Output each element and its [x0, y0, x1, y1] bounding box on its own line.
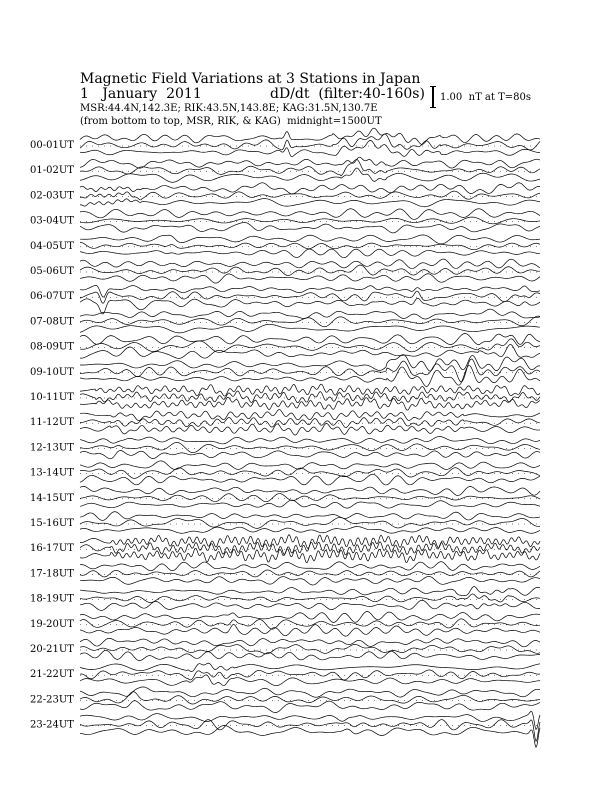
trace-kag — [80, 384, 540, 396]
hour-label: 23-24UT — [30, 719, 74, 731]
hour-label: 04-05UT — [30, 240, 74, 252]
trace-rik — [80, 594, 540, 603]
trace-msr — [80, 397, 540, 410]
trace-rik — [80, 570, 540, 577]
trace-kag — [80, 611, 540, 622]
hour-row — [30, 461, 540, 485]
hour-label: 14-15UT — [30, 492, 74, 504]
hour-label: 17-18UT — [30, 568, 74, 580]
hour-label: 22-23UT — [30, 694, 74, 706]
hour-label: 15-16UT — [30, 518, 74, 529]
trace-msr — [80, 140, 540, 156]
hour-row — [30, 410, 540, 436]
trace-rik — [80, 442, 540, 452]
hour-label: 11-12UT — [30, 417, 74, 429]
hour-row — [30, 611, 540, 636]
trace-msr — [80, 650, 540, 660]
trace-rik — [80, 468, 540, 479]
hour-row — [30, 285, 540, 314]
hour-label: 06-07UT — [30, 291, 74, 303]
hour-label: 05-06UT — [30, 266, 74, 277]
hour-row — [30, 384, 540, 410]
trace-kag — [80, 535, 540, 549]
hour-row — [30, 183, 540, 207]
hour-row — [30, 486, 540, 508]
trace-msr — [80, 222, 540, 232]
hour-row — [30, 562, 540, 585]
hour-label: 12-13UT — [30, 442, 74, 454]
trace-rik — [80, 692, 540, 704]
trace-rik — [80, 134, 540, 150]
trace-kag — [80, 663, 540, 671]
trace-msr — [80, 424, 540, 436]
trace-rik — [80, 418, 540, 428]
trace-kag — [80, 711, 540, 729]
chart-title: Magnetic Field Variations at 3 Stations in Japan — [80, 71, 421, 87]
trace-rik — [80, 359, 540, 382]
trace-msr — [80, 365, 540, 386]
trace-kag — [80, 209, 540, 220]
hour-row — [30, 157, 540, 182]
trace-kag — [80, 309, 540, 319]
hour-row — [30, 711, 540, 747]
hour-label: 09-10UT — [30, 366, 74, 378]
hour-row — [30, 235, 540, 258]
hour-label: 10-11UT — [30, 392, 74, 403]
trace-kag — [80, 437, 540, 444]
trace-kag — [80, 410, 540, 421]
trace-kag — [80, 486, 540, 495]
trace-msr — [80, 725, 540, 747]
trace-kag — [80, 334, 540, 345]
trace-kag — [80, 183, 540, 194]
trace-kag — [80, 259, 540, 268]
hour-label: 02-03UT — [30, 190, 74, 202]
hour-label: 00-01UT — [30, 140, 74, 151]
trace-msr — [80, 500, 540, 508]
hour-row — [30, 334, 540, 359]
trace-msr — [80, 675, 540, 686]
trace-rik — [80, 316, 540, 327]
hour-row — [30, 535, 540, 563]
trace-rik — [80, 720, 540, 742]
trace-rik — [80, 339, 540, 353]
trace-kag — [80, 461, 540, 470]
hour-row — [30, 638, 540, 660]
trace-msr — [80, 450, 540, 458]
hour-label: 07-08UT — [30, 316, 74, 328]
trace-rik — [80, 242, 540, 249]
scale-label: 1.00 nT at T=80s — [440, 92, 531, 103]
trace-msr — [80, 249, 540, 258]
quantity-label: dD/dt (filter:40-160s) — [270, 86, 425, 102]
hour-label: 01-02UT — [30, 165, 74, 177]
trace-msr — [80, 274, 540, 283]
trace-kag — [80, 355, 540, 371]
trace-msr — [80, 298, 540, 314]
trace-kag — [80, 687, 540, 697]
trace-msr — [80, 168, 540, 182]
trace-kag — [80, 562, 540, 571]
trace-msr — [80, 600, 540, 610]
hour-label: 13-14UT — [30, 467, 74, 479]
trace-msr — [80, 324, 540, 333]
hour-label: 18-19UT — [30, 593, 74, 605]
hour-row — [30, 437, 540, 459]
hour-row — [30, 587, 540, 611]
hour-label: 20-21UT — [30, 644, 74, 655]
hour-row — [30, 209, 540, 233]
trace-kag — [80, 235, 540, 244]
trace-kag — [80, 512, 540, 521]
hour-label: 19-20UT — [30, 618, 74, 630]
trace-msr — [80, 474, 540, 485]
trace-rik — [80, 644, 540, 653]
hour-label: 03-04UT — [30, 215, 74, 227]
trace-kag — [80, 638, 540, 646]
station-order-note: (from bottom to top, MSR, RIK, & KAG) midnight=1500UT — [80, 116, 382, 127]
hour-row — [30, 687, 540, 713]
hour-label: 16-17UT — [30, 543, 74, 555]
trace-rik — [80, 217, 540, 224]
trace-rik — [80, 265, 540, 275]
trace-msr — [80, 576, 540, 585]
trace-msr — [80, 548, 540, 562]
trace-rik — [80, 494, 540, 502]
hour-row — [30, 309, 540, 333]
trace-rik — [80, 191, 540, 200]
hour-label: 21-22UT — [30, 669, 74, 681]
chart-date: 1 January 2011 — [80, 86, 202, 102]
trace-rik — [80, 619, 540, 629]
trace-msr — [80, 199, 540, 207]
hour-row — [30, 663, 540, 685]
hour-row — [30, 512, 540, 534]
trace-kag — [80, 128, 540, 144]
hour-row — [30, 355, 540, 387]
station-coordinates: MSR:44.4N,142.3E; RIK:43.5N,143.8E; KAG:31.5N,130.7E — [80, 103, 378, 114]
hour-row — [30, 128, 540, 157]
trace-kag — [80, 285, 540, 297]
hour-label: 08-09UT — [30, 341, 74, 353]
trace-msr — [80, 527, 540, 534]
hour-row — [30, 259, 540, 283]
